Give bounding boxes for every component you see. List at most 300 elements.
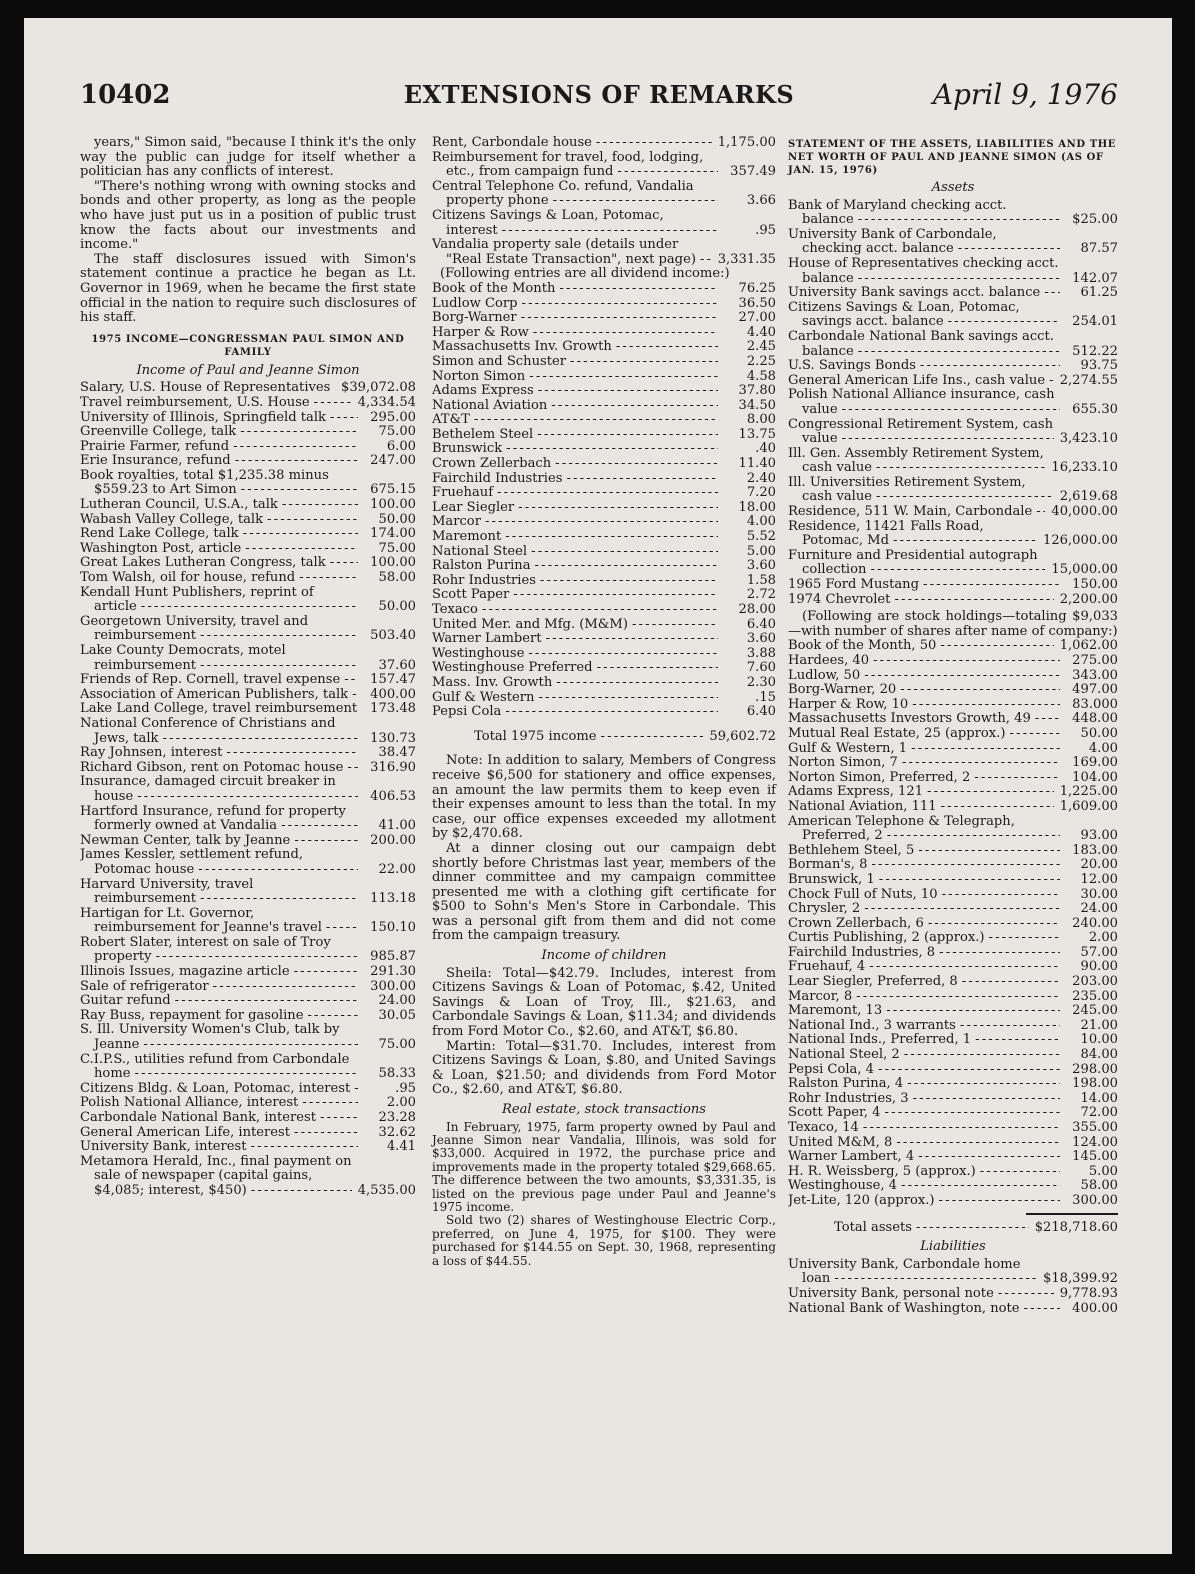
ledger-amount: 30.05: [378, 1007, 416, 1023]
paragraph: "There's nothing wrong with owning stocks and bonds and other property, as long as the people who have just put us in a position of public trust know the facts about our investments and income.": [80, 178, 416, 253]
column-1: [80, 136, 416, 1199]
ledger-amount: 100.00: [370, 555, 416, 571]
ledger-label: Lake County Democrats, motel reimbursement - - -: [80, 644, 358, 673]
ledger-row: [80, 1111, 416, 1126]
ledger-row: [432, 472, 776, 487]
ledger-row: [432, 457, 776, 472]
ledger-row: [80, 454, 416, 469]
ledger-label: Norton Simon, Preferred, 2 - - -: [788, 771, 1060, 786]
ledger-amount: 50.00: [378, 511, 416, 527]
ledger-amount: 3.66: [746, 193, 776, 209]
ledger-label: Westinghouse - - -: [432, 647, 718, 662]
ledger-amount: 4.40: [746, 324, 776, 340]
ledger-label: Borg-Warner, 20 - - -: [788, 683, 1060, 698]
ledger-label: Rohr Industries, 3 - - -: [788, 1092, 1060, 1107]
ledger-amount: 1,609.00: [1059, 798, 1118, 814]
ledger-label: Sale of refrigerator - - -: [80, 980, 358, 995]
income-list-continued: [432, 136, 776, 267]
ledger-amount: 18.00: [738, 499, 776, 515]
ledger-row: [432, 545, 776, 560]
ledger-amount: 2.30: [746, 674, 776, 690]
ledger-row: [788, 669, 1118, 684]
ledger-row: [788, 844, 1118, 859]
ledger-label: Adams Express, 121 - - -: [788, 785, 1054, 800]
ledger-label: Illinois Issues, magazine article - - -: [80, 965, 358, 980]
ledger-amount: 247.00: [370, 453, 416, 469]
ledger-amount: 2.00: [1088, 930, 1118, 946]
ledger-label: General American Life, interest - - -: [80, 1126, 358, 1141]
ledger-row: [788, 931, 1118, 946]
ledger-row: [432, 647, 776, 662]
ledger-row: [80, 994, 416, 1009]
ledger-amount: 27.00: [738, 310, 776, 326]
ledger-amount: 2.72: [746, 587, 776, 603]
ledger-label: Rent, Carbondale house - - -: [432, 136, 712, 151]
intro-text: [80, 136, 416, 326]
ledger-label: Crown Zellerbach - - -: [432, 457, 718, 472]
ledger-label: Hartford Insurance, refund for property formerly owned at Vandalia - - -: [80, 805, 358, 834]
ledger-amount: $25.00: [1072, 212, 1118, 228]
total-income-row: [432, 730, 776, 745]
ledger-amount: 2.40: [746, 470, 776, 486]
ledger-label: Fairchild Industries, 8 - - -: [788, 946, 1060, 961]
ledger-label: Norton Simon, 7 - - -: [788, 756, 1060, 771]
realestate-text: [432, 1121, 776, 1268]
ledger-label: Bethelem Steel - - -: [432, 428, 718, 443]
ledger-label: Harvard University, travel reimbursement - - -: [80, 878, 358, 907]
ledger-label: Robert Slater, interest on sale of Troy property - - -: [80, 936, 358, 965]
ledger-amount: .15: [755, 689, 776, 705]
ledger-label: Salary, U.S. House of Representatives - - -: [80, 381, 335, 396]
ledger-row: [788, 712, 1118, 727]
ledger-row: [80, 469, 416, 498]
ledger-row: [432, 384, 776, 399]
ledger-row: [432, 238, 776, 267]
ledger-row: [788, 374, 1118, 389]
ledger-amount: .95: [755, 222, 776, 238]
ledger-amount: 355.00: [1072, 1120, 1118, 1135]
ledger-amount: 503.40: [370, 628, 416, 644]
ledger-amount: 675.15: [370, 482, 416, 498]
ledger-row: [788, 1136, 1118, 1151]
ledger-amount: 124.00: [1072, 1134, 1118, 1150]
ledger-amount: 497.00: [1072, 682, 1118, 698]
ledger-label: Simon and Schuster - - -: [432, 355, 718, 370]
paragraph: Note: In addition to salary, Members of Congress receive $6,500 for stationery and office expenses, an amount the law permits them to keep even if their expenses amount to less than the total. In my case, our office expenses exceeded my allotment by $2,470.68.: [432, 753, 776, 842]
ledger-row: [432, 588, 776, 603]
ledger-row: [788, 888, 1118, 903]
ledger-amount: 34.50: [738, 397, 776, 413]
ledger-label: Pepsi Cola - - -: [432, 705, 718, 720]
ledger-row: [788, 1004, 1118, 1019]
ledger-row: [788, 476, 1118, 505]
ledger-amount: 4.00: [1088, 740, 1118, 756]
ledger-amount: 7.60: [746, 660, 776, 676]
ledger-label: National Ind., 3 warrants - - -: [788, 1019, 1060, 1034]
ledger-amount: 300.00: [370, 978, 416, 994]
ledger-row: [432, 691, 776, 706]
ledger-row: [788, 858, 1118, 873]
ledger-label: Scott Paper, 4 - - -: [788, 1106, 1060, 1121]
ledger-label: Warner Lambert - - -: [432, 632, 718, 647]
ledger-row: [80, 746, 416, 761]
ledger-label: Borg-Warner - - -: [432, 311, 718, 326]
ledger-row: [788, 199, 1118, 228]
ledger-amount: 343.00: [1072, 667, 1118, 683]
ledger-row: [788, 1179, 1118, 1194]
ledger-label: Fruehauf, 4 - - -: [788, 960, 1060, 975]
newspaper-page: [24, 18, 1172, 1554]
ledger-label: Carbondale National Bank, interest - - -: [80, 1111, 358, 1126]
page-header: [80, 80, 1118, 116]
ledger-amount: 2,200.00: [1059, 591, 1118, 607]
ledger-amount: 316.90: [370, 759, 416, 775]
ledger-amount: 142.07: [1072, 270, 1118, 286]
ledger-amount: 83.000: [1072, 696, 1118, 712]
ledger-row: [788, 549, 1118, 578]
ledger-amount: 3,423.10: [1059, 431, 1118, 447]
ledger-amount: 40,000.00: [1051, 504, 1118, 520]
ledger-row: [80, 1023, 416, 1052]
ledger-label: H. R. Weissberg, 5 (approx.) - - -: [788, 1165, 1060, 1180]
ledger-amount: 41.00: [378, 818, 416, 834]
ledger-amount: 300.00: [1072, 1192, 1118, 1208]
ledger-row: [432, 136, 776, 151]
ledger-label: Ludlow Corp - - -: [432, 297, 718, 312]
ledger-label: Maremont - - -: [432, 530, 718, 545]
ledger-amount: 400.00: [370, 686, 416, 702]
ledger-label: Erie Insurance, refund - - -: [80, 454, 358, 469]
ledger-amount: 203.00: [1072, 974, 1118, 990]
ledger-row: [80, 513, 416, 528]
ledger-row: [432, 340, 776, 355]
paragraph: Sheila: Total—$42.79. Includes, interest from Citizens Savings & Loan of Potomac, $.42, United Savings & Loan of Troy, Ill., $21.63, and Carbondale Savings & Loan, $11.34; and dividends from Ford Motor Co., $2.60, and AT&T, $6.80.: [432, 965, 776, 1040]
ledger-amount: 61.25: [1080, 285, 1118, 301]
ledger-amount: 21.00: [1080, 1017, 1118, 1033]
ledger-row: [788, 917, 1118, 932]
ledger-row: [788, 815, 1118, 844]
ledger-label: Adams Express - - -: [432, 384, 718, 399]
ledger-label: Congressional Retirement System, cash value - - -: [788, 418, 1054, 447]
ledger-label: Metamora Herald, Inc., final payment on sale of newspaper (capital gains, $4,085; interest, $450) - - -: [80, 1155, 352, 1199]
ledger-row: [80, 936, 416, 965]
ledger-label: Association of American Publishers, talk - - -: [80, 688, 358, 703]
ledger-row: [432, 282, 776, 297]
ledger-amount: 75.00: [378, 424, 416, 440]
ledger-row: [432, 501, 776, 516]
statement-heading: STATEMENT OF THE ASSETS, LIABILITIES AND THE NET WORTH OF PAUL AND JEANNE SIMON (AS OF JAN. 15, 1976): [788, 139, 1117, 176]
ledger-label: Pepsi Cola, 4 - - -: [788, 1063, 1060, 1078]
ledger-amount: 14.00: [1080, 1090, 1118, 1106]
ledger-amount: 357.49: [730, 164, 776, 180]
ledger-label: University Bank, Carbondale home loan - - -: [788, 1258, 1037, 1287]
ledger-amount: 245.00: [1072, 1003, 1118, 1019]
ledger-row: [80, 965, 416, 980]
ledger-label: Crown Zellerbach, 6 - - -: [788, 917, 1060, 932]
ledger-label: Washington Post, article - - -: [80, 542, 358, 557]
ledger-amount: 93.00: [1080, 828, 1118, 844]
ledger-row: [80, 527, 416, 542]
ledger-label: Mass. Inv. Growth - - -: [432, 676, 718, 691]
ledger-label: S. Ill. University Women's Club, talk by Jeanne - - -: [80, 1023, 358, 1052]
ledger-row: [788, 654, 1118, 669]
ledger-label: Ludlow, 50 - - -: [788, 669, 1060, 684]
ledger-label: Central Telephone Co. refund, Vandalia property phone - - -: [432, 180, 718, 209]
children-heading: Income of children: [541, 948, 667, 964]
ledger-label: Rend Lake College, talk - - -: [80, 527, 358, 542]
ledger-label: Citizens Bldg. & Loan, Potomac, interest - - -: [80, 1082, 358, 1097]
ledger-label: Friends of Rep. Cornell, travel expense - - -: [80, 673, 358, 688]
page-number: 10402: [80, 80, 171, 110]
ledger-amount: 23.28: [378, 1110, 416, 1125]
ledger-row: [80, 1155, 416, 1199]
ledger-amount: 4,535.00: [357, 1182, 416, 1198]
ledger-amount: 37.80: [738, 383, 776, 399]
ledger-label: Newman Center, talk by Jeanne - - -: [80, 834, 358, 849]
ledger-label: General American Life Ins., cash value - - -: [788, 374, 1054, 389]
liabilities-list: [788, 1258, 1118, 1316]
ledger-amount: 8.00: [746, 412, 776, 428]
ledger-label: Citizens Savings & Loan, Potomac, interest - - -: [432, 209, 718, 238]
ledger-amount: 145.00: [1072, 1149, 1118, 1165]
ledger-amount: 5.52: [746, 529, 776, 545]
ledger-amount: 275.00: [1072, 653, 1118, 668]
ledger-row: [788, 1033, 1118, 1048]
ledger-row: [788, 593, 1118, 608]
ledger-label: Bank of Maryland checking acct. balance - - -: [788, 199, 1060, 228]
ledger-label: Massachusetts Investors Growth, 49 - - -: [788, 712, 1060, 727]
ledger-row: [788, 505, 1118, 520]
ledger-row: [432, 209, 776, 238]
ledger-row: [788, 960, 1118, 975]
ledger-label: Rohr Industries - - -: [432, 574, 718, 589]
stocks-list: [788, 639, 1118, 1208]
dividend-list: [432, 282, 776, 720]
ledger-row: [80, 834, 416, 849]
ledger-label: Lutheran Council, U.S.A., talk - - -: [80, 498, 358, 513]
ledger-row: [788, 1150, 1118, 1165]
paragraph: years," Simon said, "because I think it's the only way the public can judge for itself whether a politician has any conflicts of interest.: [80, 135, 416, 180]
ledger-label: Insurance, damaged circuit breaker in house - - -: [80, 775, 358, 804]
ledger-row: [788, 1019, 1118, 1034]
ledger-amount: 1,225.00: [1059, 784, 1118, 800]
income-subheading: Income of Paul and Jeanne Simon: [136, 362, 360, 378]
ledger-row: [80, 411, 416, 426]
ledger-amount: 15,000.00: [1051, 562, 1118, 578]
ledger-label: Warner Lambert, 4 - - -: [788, 1150, 1060, 1165]
ledger-row: [80, 1009, 416, 1024]
ledger-amount: 30.00: [1080, 886, 1118, 902]
column-3: [788, 136, 1118, 1316]
ledger-label: Chrysler, 2 - - -: [788, 902, 1060, 917]
ledger-amount: 28.00: [738, 602, 776, 617]
ledger-label: Hardees, 40 - - -: [788, 654, 1060, 669]
ledger-row: [80, 586, 416, 615]
ledger-row: [80, 1126, 416, 1141]
ledger-amount: 240.00: [1072, 915, 1118, 931]
ledger-label: 1965 Ford Mustang - - -: [788, 578, 1060, 593]
ledger-row: [788, 1121, 1118, 1136]
ledger-amount: 50.00: [1080, 725, 1118, 741]
ledger-amount: 1,175.00: [717, 135, 776, 150]
ledger-row: [80, 717, 416, 746]
ledger-row: [788, 1077, 1118, 1092]
ledger-row: [788, 228, 1118, 257]
ledger-row: [788, 330, 1118, 359]
ledger-amount: $39,072.08: [341, 380, 416, 396]
ledger-amount: 6.40: [746, 704, 776, 720]
ledger-row: [432, 574, 776, 589]
ledger-amount: 76.25: [738, 280, 776, 296]
ledger-amount: 57.00: [1080, 944, 1118, 960]
ledger-amount: 20.00: [1080, 857, 1118, 873]
ledger-row: [80, 542, 416, 557]
ledger-label: Georgetown University, travel and reimbursement - - -: [80, 615, 358, 644]
ledger-row: [80, 381, 416, 396]
ledger-label: National Aviation - - -: [432, 399, 718, 414]
ledger-row: [432, 618, 776, 633]
ledger-amount: 400.00: [1072, 1300, 1118, 1316]
ledger-amount: 6.00: [386, 438, 416, 454]
paragraph: The staff disclosures issued with Simon's statement continue a practice he began as Lt. Governor in 1969, when he became the first state official in the nation to require such disclosures of his staff.: [80, 251, 416, 326]
ledger-label: Texaco, 14 - - -: [788, 1121, 1060, 1136]
ledger-label: Book of the Month - - -: [432, 282, 718, 297]
ledger-label: Tom Walsh, oil for house, refund - - -: [80, 571, 358, 586]
ledger-amount: 32.62: [378, 1124, 416, 1140]
ledger-amount: 24.00: [1080, 901, 1118, 917]
ledger-amount: 5.00: [1088, 1163, 1118, 1179]
ledger-amount: 22.00: [378, 861, 416, 877]
ledger-amount: 4.41: [386, 1139, 416, 1155]
liabilities-heading: Liabilities: [920, 1239, 986, 1255]
ledger-label: Marcor, 8 - - -: [788, 990, 1060, 1005]
ledger-row: [788, 946, 1118, 961]
ledger-row: [788, 286, 1118, 301]
ledger-label: Citizens Savings & Loan, Potomac, savings acct. balance - - -: [788, 301, 1060, 330]
ledger-row: [80, 907, 416, 936]
ledger-amount: 4.58: [746, 368, 776, 384]
ledger-amount: 150.00: [1072, 577, 1118, 593]
ledger-row: [432, 530, 776, 545]
ledger-label: Scott Paper - - -: [432, 588, 718, 603]
ledger-row: [788, 388, 1118, 417]
ledger-label: Book royalties, total $1,235.38 minus $559.23 to Art Simon - - -: [80, 469, 358, 498]
ledger-amount: 2,619.68: [1059, 489, 1118, 505]
ledger-row: [788, 639, 1118, 654]
ledger-label: University Bank of Carbondale, checking acct. balance - - -: [788, 228, 1060, 257]
ledger-row: [788, 698, 1118, 713]
ledger-label: Ray Buss, repayment for gasoline - - -: [80, 1009, 358, 1024]
ledger-row: [788, 785, 1118, 800]
ledger-amount: 58.33: [378, 1066, 416, 1082]
ledger-label: C.I.P.S., utilities refund from Carbondale home - - -: [80, 1053, 358, 1082]
ledger-label: Lake Land College, travel reimbursement - - -: [80, 702, 358, 717]
ledger-amount: 126,000.00: [1043, 533, 1118, 549]
ledger-amount: 58.00: [1080, 1178, 1118, 1194]
ledger-label: Book of the Month, 50 - - -: [788, 639, 1054, 654]
ledger-row: [788, 1048, 1118, 1063]
ledger-label: Richard Gibson, rent on Potomac house - - -: [80, 761, 358, 776]
ledger-row: [432, 399, 776, 414]
ledger-label: Lear Siegler, Preferred, 8 - - -: [788, 975, 1060, 990]
ledger-row: [80, 980, 416, 995]
ledger-amount: 5.00: [746, 543, 776, 559]
ledger-label: Fruehauf - - -: [432, 486, 718, 501]
ledger-amount: 16,233.10: [1051, 460, 1118, 476]
paragraph: In February, 1975, farm property owned by Paul and Jeanne Simon near Vandalia, Illinois, was sold for $33,000. Acquired in 1972, the purchase price and improvements made in the property totaled $29,668.65. The difference between the two amounts, $3,331.35, is listed on the previous page under Paul and Jeanne's 1975 income.: [432, 1119, 776, 1215]
ledger-amount: 183.00: [1072, 842, 1118, 858]
ledger-label: Lear Siegler - - -: [432, 501, 718, 516]
ledger-amount: 985.87: [370, 949, 416, 965]
ledger-row: [432, 311, 776, 326]
ledger-label: National Conference of Christians and Jews, talk - - -: [80, 717, 358, 746]
ledger-label: Texaco - - -: [432, 603, 718, 618]
ledger-amount: 169.00: [1072, 755, 1118, 771]
ledger-amount: 174.00: [370, 526, 416, 542]
ledger-row: [80, 1096, 416, 1111]
page-date: April 9, 1976: [932, 78, 1118, 111]
ledger-row: [432, 151, 776, 180]
ledger-amount: 655.30: [1072, 401, 1118, 417]
ledger-row: [80, 878, 416, 907]
ledger-amount: 84.00: [1080, 1047, 1118, 1063]
ledger-label: Guitar refund - - -: [80, 994, 358, 1009]
ledger-row: [788, 418, 1118, 447]
ledger-amount: 448.00: [1072, 711, 1118, 727]
ledger-row: [788, 578, 1118, 593]
ledger-amount: 38.47: [378, 745, 416, 761]
total-rule: [1026, 1213, 1118, 1215]
ledger-label: Polish National Alliance, interest - - -: [80, 1096, 358, 1111]
ledger-amount: 295.00: [370, 409, 416, 425]
ledger-label: Great Lakes Lutheran Congress, talk - - -: [80, 556, 358, 571]
ledger-label: Prairie Farmer, refund - - -: [80, 440, 358, 455]
ledger-label: Harper & Row - - -: [432, 326, 718, 341]
ledger-amount: 58.00: [378, 570, 416, 586]
ledger-amount: 12.00: [1080, 871, 1118, 887]
ledger-label: Harper & Row, 10 - - -: [788, 698, 1060, 713]
ledger-label: Mutual Real Estate, 25 (approx.) - - -: [788, 727, 1060, 742]
ledger-label: Ray Johnsen, interest - - -: [80, 746, 358, 761]
ledger-row: [432, 442, 776, 457]
ledger-row: [788, 1092, 1118, 1107]
ledger-amount: 1.58: [746, 572, 776, 588]
ledger-amount: 113.18: [370, 891, 416, 907]
ledger-row: [788, 520, 1118, 549]
total-assets-label: Total assets - - -: [788, 1221, 1029, 1236]
ledger-row: [80, 848, 416, 877]
ledger-row: [788, 1287, 1118, 1302]
ledger-amount: 157.47: [370, 672, 416, 688]
total-assets-amount: $218,718.60: [1034, 1219, 1118, 1235]
children-text: [432, 967, 776, 1098]
ledger-label: Kendall Hunt Publishers, reprint of article - - -: [80, 586, 358, 615]
realestate-heading: Real estate, stock transactions: [501, 1102, 707, 1117]
ledger-row: [788, 301, 1118, 330]
ledger-label: University Bank savings acct. balance - - -: [788, 286, 1060, 301]
ledger-amount: 75.00: [378, 1037, 416, 1053]
ledger-label: Curtis Publishing, 2 (approx.) - - -: [788, 931, 1060, 946]
ledger-row: [788, 1258, 1118, 1287]
ledger-row: [80, 805, 416, 834]
ledger-amount: .95: [395, 1080, 416, 1096]
ledger-label: Marcor - - -: [432, 515, 718, 530]
ledger-label: Reimbursement for travel, food, lodging, etc., from campaign fund - - -: [432, 151, 718, 180]
ledger-amount: 150.10: [370, 920, 416, 936]
ledger-amount: 24.00: [378, 993, 416, 1009]
ledger-row: [432, 428, 776, 443]
ledger-label: Maremont, 13 - - -: [788, 1004, 1060, 1019]
